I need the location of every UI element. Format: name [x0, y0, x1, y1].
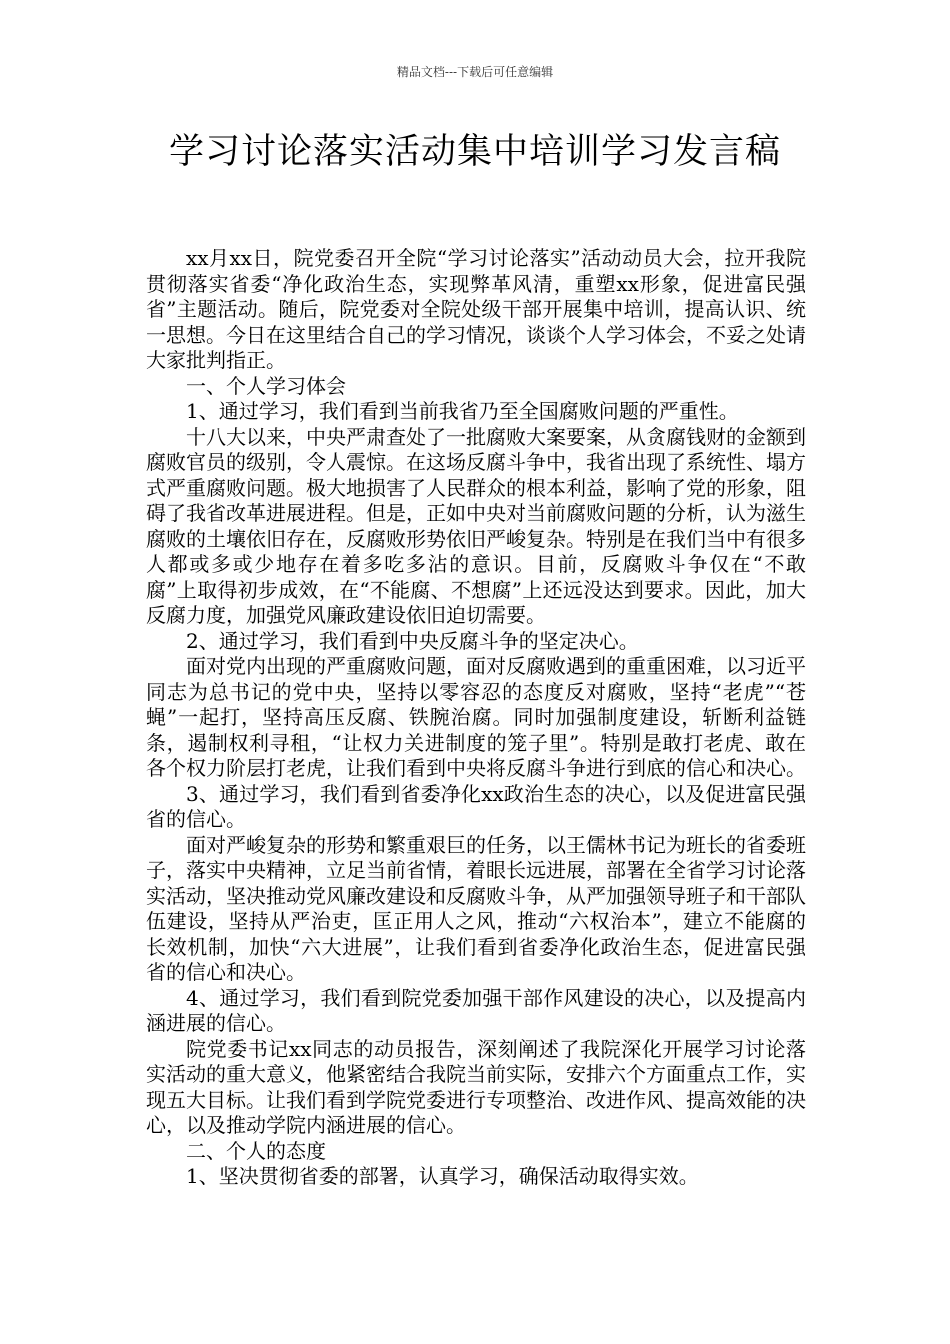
header-note: 精品文档---下载后可任意编辑 [396, 65, 554, 79]
paragraph-1-2: 面对党内出现的严重腐败问题，面对反腐败遇到的重重困难，以习近平同志为总书记的党中央，坚持以零容忍的态度反对腐败，坚持“老虎”“苍蝇”一起打，坚持高压反腐、铁腕治腐。同时加强制度建设，斩断利益链条，遏制权利寻租，“让权力关进制度的笼子里”。特别是敢打老虎、敢在各个权力阶层打老虎，让我们看到中央将反腐斗争进行到底的信心和决心。 [146, 654, 806, 780]
paragraph-1-1: 十八大以来，中央严肃查处了一批腐败大案要案，从贪腐钱财的金额到腐败官员的级别，令人震惊。在这场反腐斗争中，我省出现了系统性、塌方式严重腐败问题。极大地损害了人民群众的根本利益，影响了党的形象，阻碍了我省改革进展进程。但是，正如中央对当前腐败问题的分析，认为滋生腐败的土壤依旧存在，反腐败形势依旧严峻复杂。特别是在我们当中有很多人都或多或少地存在着多吃多沾的意识。目前，反腐败斗争仅在“不敢腐”上取得初步成效，在“不能腐、不想腐”上还远没达到要求。因此，加大反腐力度，加强党风廉政建设依旧迫切需要。 [146, 424, 806, 627]
document-title: 学习讨论落实活动集中培训学习发言稿 [168, 132, 781, 172]
section-heading-2: 二、个人的态度 [186, 1138, 326, 1163]
subheading-2-1: 1、坚决贯彻省委的部署，认真学习，确保活动取得实效。 [186, 1164, 699, 1188]
paragraph-intro: xx月xx日，院党委召开全院“学习讨论落实”活动动员大会，拉开我院贯彻落实省委“净化政治生态，实现弊革风清，重塑xx形象，促进富民强省”主题活动。随后，院党委对全院处级干部开展集中培训，提高认识、统一思想。今日在这里结合自己的学习情况，谈谈个人学习体会，不妥之处请大家批判指正。 [146, 246, 806, 372]
paragraph-1-4: 院党委书记xx同志的动员报告，深刻阐述了我院深化开展学习讨论落实活动的重大意义，他紧密结合我院当前实际，安排六个方面重点工作，实现五大目标。让我们看到学院党委进行专项整治、改进作风、提高效能的决心，以及推动学院内涵进展的信心。 [146, 1036, 806, 1137]
section-heading-1: 一、个人学习体会 [186, 373, 346, 398]
paragraph-1-3: 面对严峻复杂的形势和繁重艰巨的任务，以王儒林书记为班长的省委班子，落实中央精神，立足当前省情，着眼长远进展，部署在全省学习讨论落实活动，坚决推动党风廉改建设和反腐败斗争，从严加强领导班子和干部队伍建设，坚持从严治吏，匡正用人之风，推动“六权治本”，建立不能腐的长效机制，加快“六大进展”，让我们看到省委净化政治生态，促进富民强省的信心和决心。 [146, 832, 806, 984]
subheading-1-3: 3、通过学习，我们看到省委净化xx政治生态的决心，以及促进富民强省的信心。 [146, 781, 806, 831]
subheading-1-2: 2、通过学习，我们看到中央反腐斗争的坚定决心。 [186, 628, 639, 653]
subheading-1-1: 1、通过学习，我们看到当前我省乃至全国腐败问题的严重性。 [186, 399, 739, 423]
document-body [146, 246, 806, 1190]
subheading-1-4: 4、通过学习，我们看到院党委加强干部作风建设的决心，以及提高内涵进展的信心。 [146, 985, 806, 1035]
